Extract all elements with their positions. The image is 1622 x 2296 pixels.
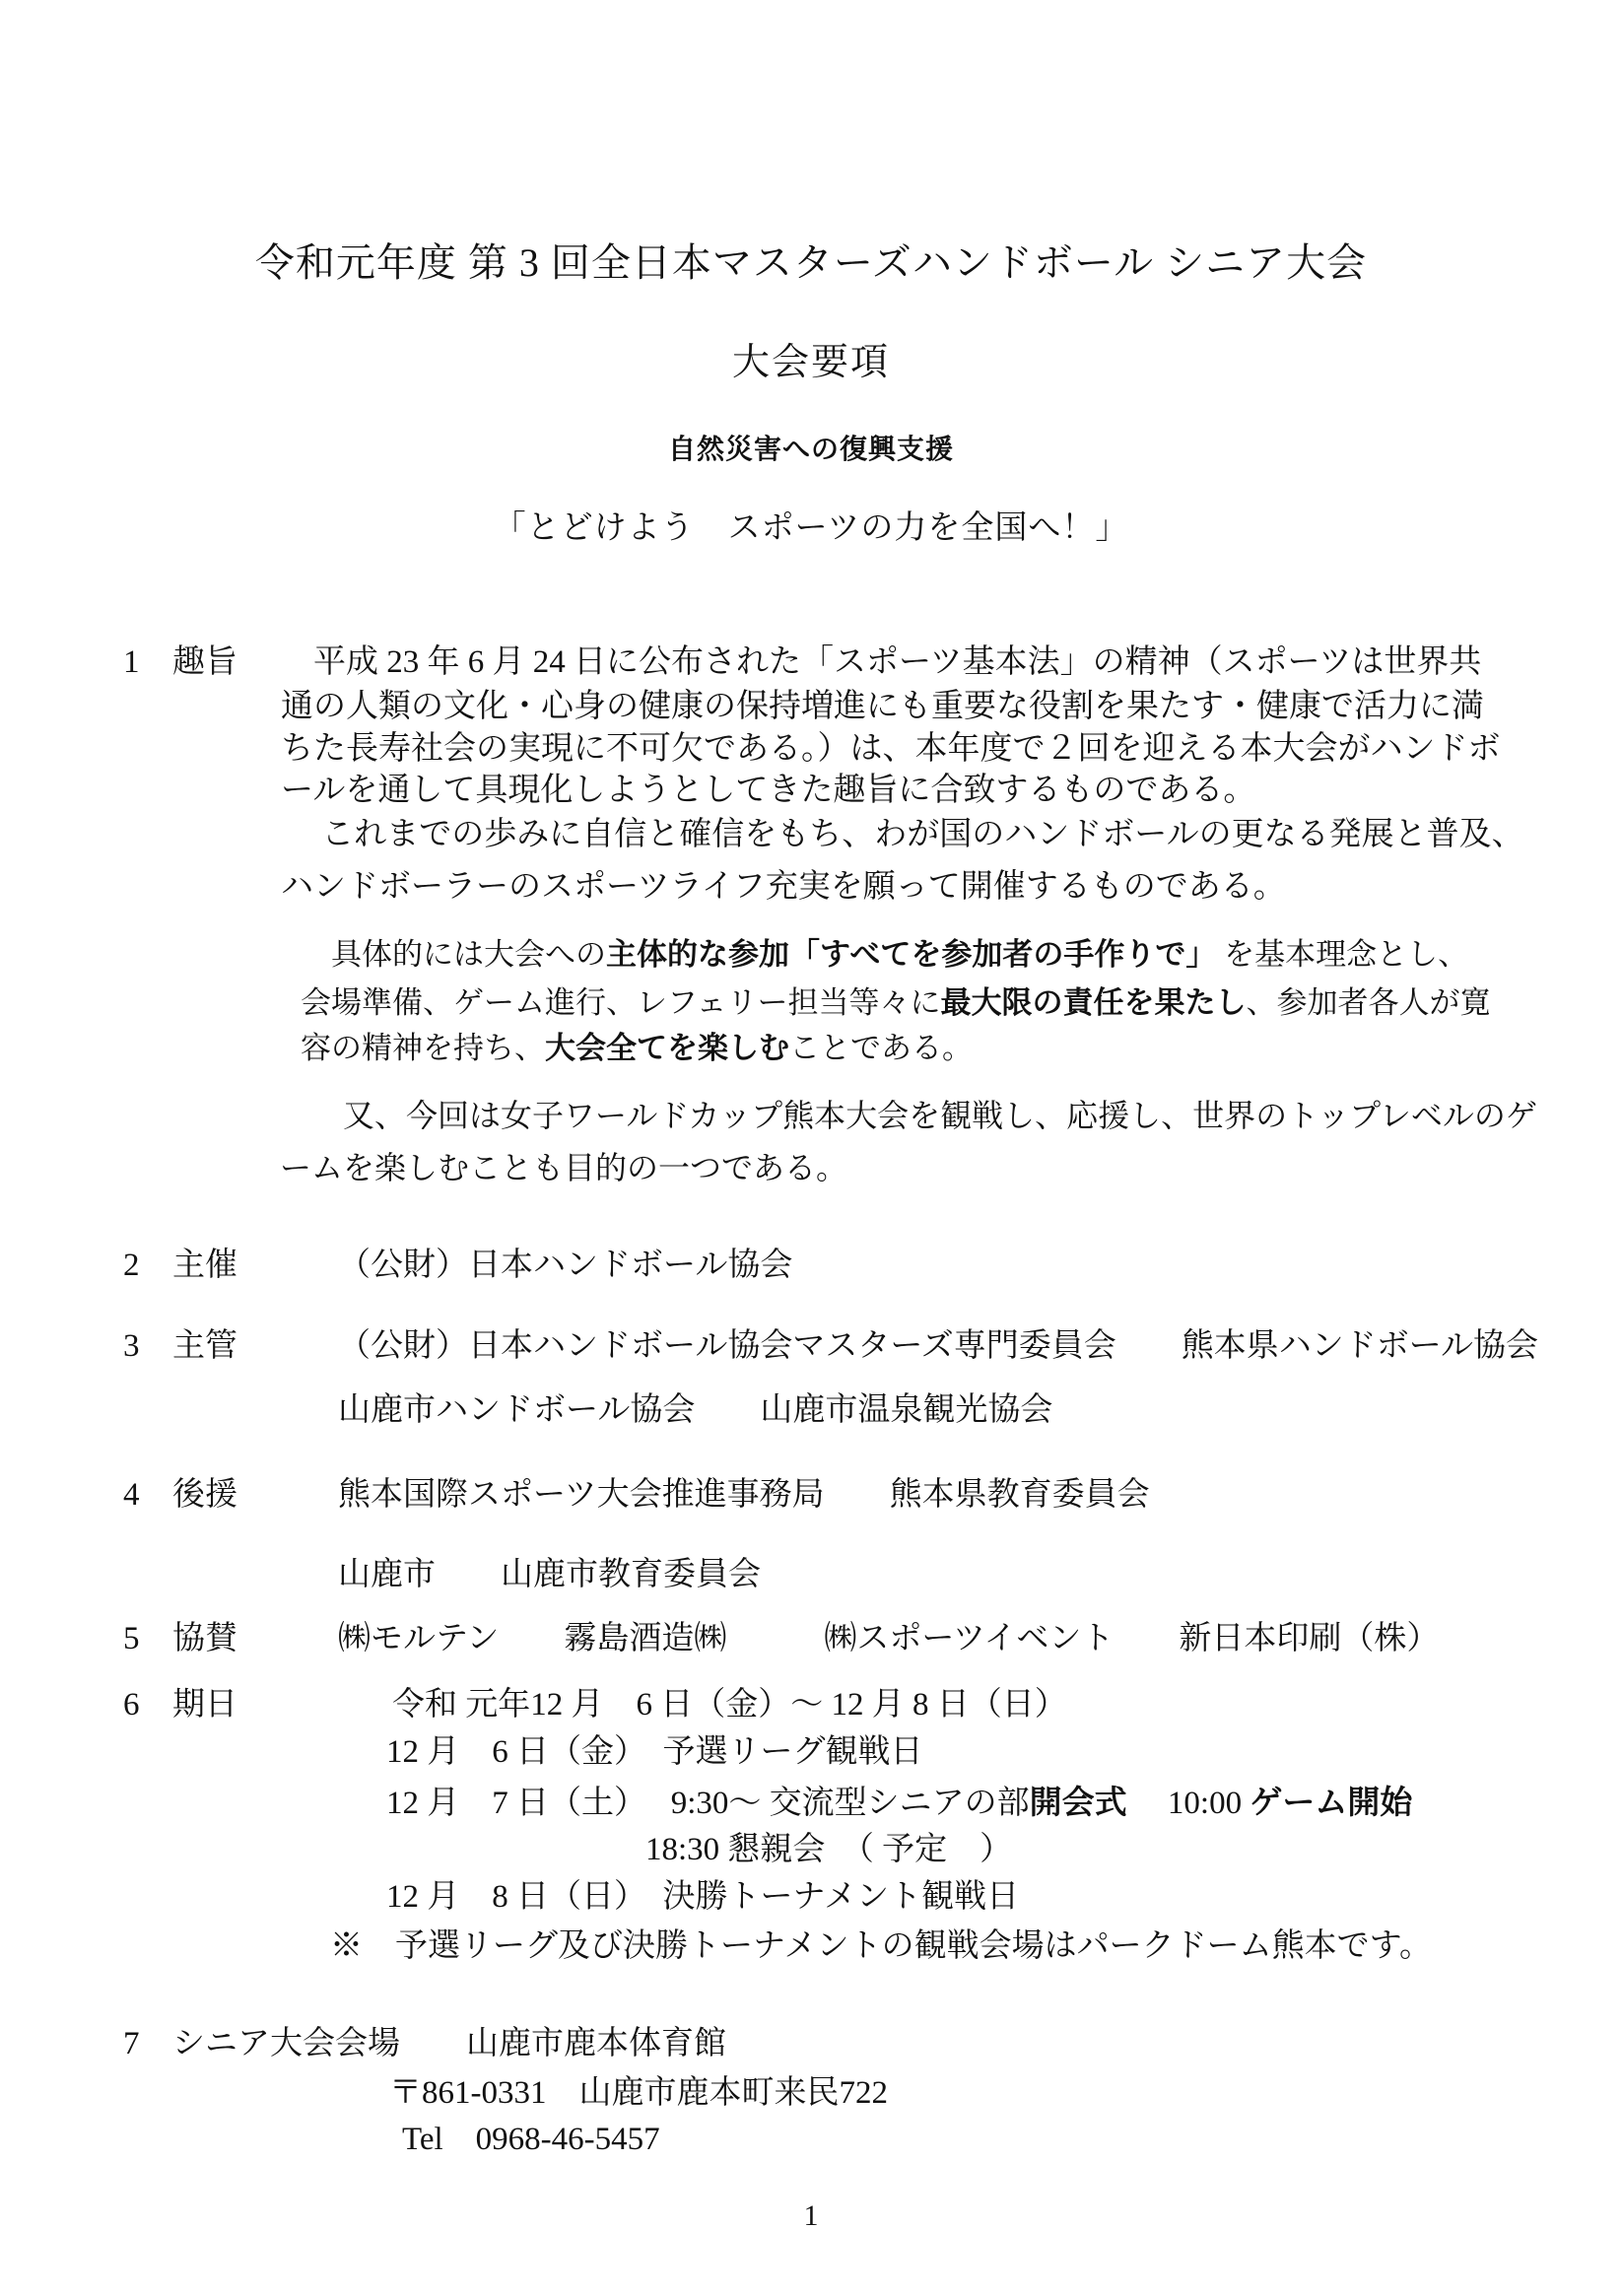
concept-paragraph-line <box>301 985 1490 1021</box>
text-segment: を基本理念とし、 <box>1216 937 1469 972</box>
sponsor-line: ㈱モルテン 霧島酒造㈱ ㈱スポーツイベント 新日本印刷（株） <box>338 1621 1440 1656</box>
section-6-number: 6 <box>123 1687 140 1722</box>
section-4-label: 後援 <box>172 1477 237 1513</box>
purpose-paragraph-line: これまでの歩みに自信と確信をもち、わが国のハンドボールの更なる発展と普及、 <box>281 817 1524 852</box>
section-1-label: 趣旨 <box>172 644 237 680</box>
schedule-line: 12 月 8 日（日） 決勝トーナメント観戦日 <box>386 1879 1020 1915</box>
bold-text-segment: 開会式 <box>1029 1786 1127 1821</box>
schedule-line: 令和 元年12 月 6 日（金）～ 12 月 8 日（日） <box>392 1687 1067 1722</box>
text-segment: 具体的には大会への <box>301 937 606 972</box>
schedule-line: 12 月 6 日（金） 予選リーグ観戦日 <box>386 1734 923 1770</box>
section-5-number: 5 <box>123 1621 140 1656</box>
support-line: 熊本国際スポーツ大会推進事務局 熊本県教育委員会 <box>338 1477 1150 1513</box>
purpose-paragraph-line: ちた長寿社会の実現に不可欠である。）は、本年度で２回を迎える本大会がハンドボ <box>281 731 1501 767</box>
concept-paragraph-line <box>301 1031 973 1066</box>
slogan-bold-line: 自然災害への復興支援 <box>667 435 954 465</box>
bold-text-segment: 最大限の責任を果たし <box>940 985 1247 1020</box>
section-2-number: 2 <box>123 1248 140 1283</box>
purpose-paragraph-line: ールを通して具現化しようとしてきた趣旨に合致するものである。 <box>281 773 1256 808</box>
schedule-note-line: ※ 予選リーグ及び決勝トーナメントの観戦会場はパークドーム熊本です。 <box>330 1928 1433 1964</box>
text-segment: 会場準備、ゲーム進行、レフェリー担当等々に <box>301 985 941 1020</box>
section-7-label: シニア大会会場 <box>172 2026 400 2061</box>
worldcup-paragraph-line: ームを楽しむことも目的の一つである。 <box>280 1150 848 1185</box>
section-1-number: 1 <box>123 644 140 680</box>
schedule-line: 18:30 懇親会 （ 予定 ） <box>645 1832 1013 1867</box>
section-5-label: 協賛 <box>172 1621 237 1656</box>
text-segment: 10:00 <box>1126 1786 1250 1821</box>
bold-text-segment: 大会全てを楽しむ <box>545 1031 789 1065</box>
concept-paragraph-line <box>301 937 1468 973</box>
management-line: 山鹿市ハンドボール協会 山鹿市温泉観光協会 <box>338 1392 1053 1428</box>
section-3-label: 主管 <box>172 1328 237 1364</box>
section-6-label: 期日 <box>172 1687 237 1722</box>
purpose-paragraph-line: ハンドボーラーのスポーツライフ充実を願って開催するものである。 <box>281 869 1286 905</box>
text-segment: 容の精神を持ち、 <box>301 1031 545 1065</box>
bold-text-segment: 主体的な参加「すべてを参加者の手作りで」 <box>606 937 1217 972</box>
section-7-number: 7 <box>123 2026 140 2061</box>
organizer-line: （公財）日本ハンドボール協会 <box>338 1248 793 1283</box>
page-number: 1 <box>803 2199 819 2232</box>
section-3-number: 3 <box>123 1328 140 1364</box>
venue-address-line: 〒861-0331 山鹿市鹿本町来民722 <box>389 2075 888 2111</box>
text-segment: 12 月 7 日（土） 9:30～ 交流型シニアの部 <box>386 1786 1030 1821</box>
section-2-label: 主催 <box>172 1248 237 1283</box>
text-segment: ことである。 <box>789 1031 973 1065</box>
purpose-paragraph-line: 通の人類の文化・心身の健康の保持増進にも重要な役割を果たす・健康で活力に満 <box>281 689 1484 724</box>
venue-tel-line: Tel 0968-46-5457 <box>402 2122 660 2157</box>
purpose-paragraph-line: 平成 23 年 6 月 24 日に公布された「スポーツ基本法」の精神（スポーツは世界共 <box>281 644 1482 680</box>
schedule-line <box>386 1786 1412 1823</box>
section-4-number: 4 <box>123 1477 140 1513</box>
document-heading: 大会要項 <box>731 342 890 383</box>
venue-name-line: 山鹿市鹿本体育館 <box>466 2026 726 2061</box>
management-line: （公財）日本ハンドボール協会マスターズ専門委員会 熊本県ハンドボール協会 <box>338 1328 1539 1364</box>
text-segment: 、参加者各人が寛 <box>1246 985 1491 1020</box>
slogan-line: 「とどけよう スポーツの力を全国へ！」 <box>493 510 1129 546</box>
support-line: 山鹿市 山鹿市教育委員会 <box>338 1557 761 1592</box>
document-title: 令和元年度 第 3 回全日本マスターズハンドボール シニア大会 <box>254 240 1368 285</box>
bold-text-segment: ゲーム開始 <box>1250 1786 1413 1821</box>
worldcup-paragraph-line: 又、今回は女子ワールドカップ熊本大会を観戦し、応援し、世界のトップレベルのゲ <box>280 1098 1537 1133</box>
